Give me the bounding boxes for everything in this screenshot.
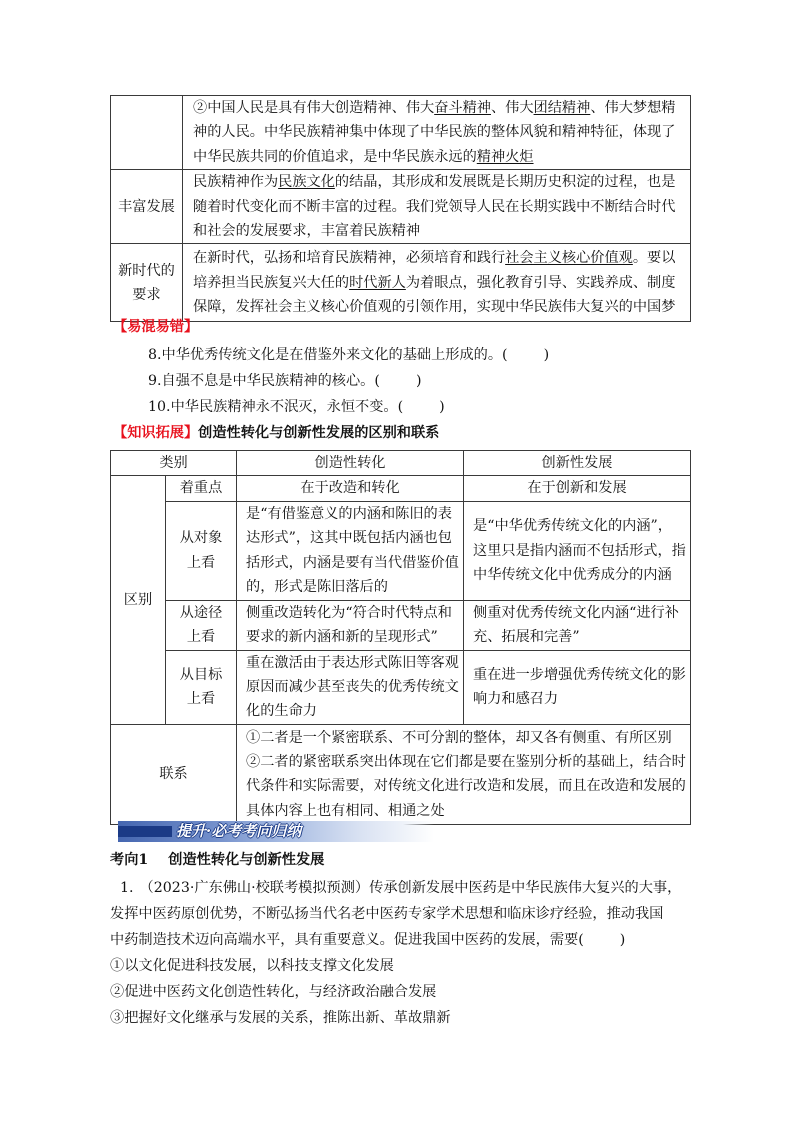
text-segment: 从对象: [179, 530, 223, 547]
text-segment: 达形式”，这其中既包括内涵也包: [246, 530, 452, 547]
text-segment: 化的生命力: [246, 703, 317, 720]
aspect-label: [166, 476, 236, 500]
col-b-cell: [464, 600, 691, 650]
text-segment: 上看: [186, 554, 216, 571]
text-line: [166, 663, 236, 687]
text-line: [193, 246, 690, 270]
text-segment: 从目标: [179, 666, 223, 683]
text-segment: ①二者是一个紧密联系、不可分割的整体，却又各有侧重、有所区别: [246, 729, 672, 746]
text-segment: 、伟大梦想精: [590, 100, 676, 116]
underlined-key-term: 团结精神: [533, 100, 591, 116]
table-row: [111, 96, 691, 170]
question-stem-text: 传承创新发展中医药是中华民族伟大复兴的大事，: [369, 880, 682, 896]
relation-label-cell: [111, 724, 237, 824]
text-line: [246, 575, 463, 599]
question-first-line: [110, 875, 710, 901]
text-segment: 是“中华优秀传统文化的内涵”，: [473, 518, 672, 535]
col-a-cell: [237, 600, 464, 650]
question-stem-line: 发挥中医药原创优势，不断弘扬当代名老中医药专家学术思想和临床诊疗经验，推动我国: [110, 906, 664, 922]
row-label: [111, 259, 182, 308]
text-segment: 侧重对优秀传统文化内涵“进行补: [473, 604, 679, 621]
text-line: [166, 551, 236, 575]
topic-title: 创造性转化与创新性发展: [168, 852, 325, 868]
text-segment: 这里只是指内涵而不包括形式，指: [473, 542, 686, 559]
text-segment: 重在进一步增强优秀传统文化的影: [473, 666, 686, 683]
text-line: [193, 295, 690, 319]
question-number: 1.: [120, 880, 134, 896]
col-a-cell: [237, 476, 464, 501]
table-row: [111, 600, 691, 650]
text-line: [166, 625, 236, 649]
text-line: [246, 699, 463, 723]
col-a-text: [237, 476, 463, 500]
col-b-text: [464, 476, 690, 500]
text-segment: 和社会的发展要求，丰富着民族精神: [193, 223, 421, 240]
table-row: [111, 501, 691, 600]
header-col-a-label: 创造性转化: [314, 455, 386, 471]
text-line: [246, 651, 463, 675]
row-label-cell: [111, 244, 183, 322]
col-a-text: [246, 651, 463, 724]
header-col-b-label: 创新性发展: [541, 455, 613, 471]
topic-heading: [110, 848, 324, 872]
text-segment: 。要以: [632, 250, 676, 267]
text-segment: 括形式，内涵是要有当代借鉴价值: [246, 554, 459, 571]
question-option: ③把握好文化继承与发展的关系，推陈出新、革故鼎新: [110, 1010, 451, 1026]
text-line: [246, 551, 463, 575]
text-segment: 要求: [132, 286, 161, 303]
text-segment: 中华传统文化中优秀成分的内涵: [473, 567, 672, 584]
text-segment: 新时代的: [118, 262, 175, 279]
underlined-key-term: 时代新人: [349, 274, 406, 291]
header-category-label: 类别: [159, 455, 188, 471]
col-b-text: [473, 514, 690, 587]
text-segment: 原因而减少甚至丧失的优秀传统文: [246, 679, 459, 696]
question-source: （2023·广东佛山·校联考模拟预测）: [139, 880, 370, 896]
row-content-cell: [183, 244, 691, 322]
true-false-item: 8.中华优秀传统文化是在借鉴外来文化的基础上形成的。( ): [148, 347, 550, 363]
text-line: [166, 687, 236, 711]
text-line: [111, 259, 182, 283]
section-banner: [118, 821, 434, 842]
col-b-cell: [464, 501, 691, 600]
national-spirit-table: [110, 95, 691, 322]
difference-group-cell: [111, 476, 166, 724]
question-option: ①以文化促进科技发展，以科技支撑文化发展: [110, 958, 394, 974]
extension-heading: [113, 421, 439, 445]
text-line: [193, 195, 690, 219]
comparison-table: [110, 450, 691, 825]
text-line: [246, 601, 463, 625]
text-line: [246, 774, 690, 798]
table-row: [111, 476, 691, 501]
row-content-cell: [183, 96, 691, 170]
text-segment: ②二者的紧密联系突出体现在它们都是要在鉴别分析的基础上，结合时: [246, 753, 686, 770]
table-row: [111, 244, 691, 322]
text-line: [193, 271, 690, 295]
aspect-label: [166, 663, 236, 712]
text-line: [246, 526, 463, 550]
text-line: [237, 476, 463, 500]
col-b-text: [473, 601, 690, 650]
text-line: [473, 687, 690, 711]
text-segment: 在新时代，弘扬和培育民族精神，必须培育和践行: [193, 250, 506, 267]
text-segment: 的结晶，其形成和发展既是长期历史积淀的过程，也是: [334, 174, 676, 191]
col-a-text: [246, 502, 463, 600]
text-line: [193, 96, 690, 120]
text-line: [111, 283, 182, 307]
text-segment: 重在激活由于表达形式陈旧等客观: [246, 654, 459, 671]
text-segment: 响力和感召力: [473, 691, 559, 708]
aspect-label: [166, 526, 236, 575]
underlined-key-term: 社会主义核心价值观: [505, 250, 633, 267]
col-a-cell: [237, 501, 464, 600]
question-block: [110, 875, 710, 1031]
relation-content-cell: [237, 724, 691, 824]
question-stem-line: 中药制造技术迈向高端水平，具有重要意义。促进我国中医药的发展，需要( ): [110, 932, 626, 948]
relation-text: [246, 726, 690, 824]
text-segment: 代条件和实际需要，对传统文化进行改造和发展，而且在改造和发展的: [246, 778, 686, 795]
text-segment: 充、拓展和完善”: [473, 629, 580, 646]
question-option: ②促进中医药文化创造性转化，与经济政治融合发展: [110, 984, 437, 1000]
text-line: [246, 750, 690, 774]
table-row: [111, 170, 691, 244]
col-a-text: [246, 601, 463, 650]
header-category: [111, 451, 237, 476]
text-line: [246, 502, 463, 526]
underlined-key-term: 精神火炬: [476, 148, 534, 165]
text-line: [246, 726, 690, 750]
text-line: [166, 476, 236, 500]
extension-tag: 【知识拓展】: [113, 425, 199, 441]
header-col-a: [237, 451, 464, 476]
true-false-item: 9.自强不息是中华民族精神的核心。( ): [148, 373, 422, 389]
text-segment: 保障，发挥社会主义核心价值观的引领作用，实现中华民族伟大复兴的中国梦: [193, 299, 676, 316]
text-segment: 从途径: [179, 604, 223, 621]
text-line: [473, 514, 690, 538]
text-segment: 要求的新内涵和新的呈现形式”: [246, 629, 438, 646]
aspect-cell: [166, 501, 237, 600]
text-segment: 侧重改造转化为“符合时代特点和: [246, 604, 452, 621]
row-label-cell: [111, 170, 183, 244]
text-segment: 中华民族共同的价值追求，是中华民族永远的: [193, 148, 477, 165]
text-line: [473, 625, 690, 649]
text-line: [473, 663, 690, 687]
row-label-cell: [111, 96, 183, 170]
row-content: [193, 170, 690, 243]
row-content: [193, 246, 690, 319]
text-line: [166, 526, 236, 550]
mistakes-heading: 【易混易错】: [113, 319, 199, 335]
relation-label: 联系: [159, 766, 188, 783]
table-row: [111, 650, 691, 724]
text-line: [473, 601, 690, 625]
text-segment: 着重点: [179, 480, 223, 497]
text-line: [193, 170, 690, 194]
row-label: [111, 195, 182, 219]
text-segment: 具体内容上也有相同、相通之处: [246, 802, 445, 819]
aspect-cell: [166, 476, 237, 501]
col-b-cell: [464, 476, 691, 501]
text-line: [193, 219, 690, 243]
text-segment: 上看: [186, 691, 216, 708]
text-line: [464, 476, 690, 500]
table-row: [111, 724, 691, 824]
text-segment: 是“有借鉴意义的内涵和陈旧的表: [246, 506, 452, 522]
text-segment: 在于改造和转化: [300, 480, 400, 497]
text-line: [166, 601, 236, 625]
table-header-row: [111, 451, 691, 476]
header-col-b: [464, 451, 691, 476]
text-segment: 的，形式是陈旧落后的: [246, 579, 388, 596]
text-line: [193, 145, 690, 169]
text-segment: 丰富发展: [118, 198, 175, 215]
text-segment: ②中国人民是具有伟大创造精神、伟大: [193, 100, 435, 116]
text-segment: 为着眼点，强化教育引导、实践养成、制度: [405, 274, 676, 291]
topic-label: 考向1: [110, 852, 149, 868]
aspect-label: [166, 601, 236, 650]
text-segment: 民族精神作为: [193, 174, 279, 191]
text-line: [246, 625, 463, 649]
extension-title: 创造性转化与创新性发展的区别和联系: [198, 425, 440, 441]
row-content: [193, 96, 690, 169]
text-line: [473, 539, 690, 563]
aspect-cell: [166, 650, 237, 724]
text-line: [246, 799, 690, 823]
aspect-cell: [166, 600, 237, 650]
mistake-list: [148, 342, 549, 420]
text-segment: 随着时代变化而不断丰富的过程。我们党领导人民在长期实践中不断结合时代: [193, 198, 676, 215]
text-segment: 神的人民。中华民族精神集中体现了中华民族的整体风貌和精神特征，体现了: [193, 124, 676, 141]
text-segment: 培养担当民族复兴大任的: [193, 274, 350, 291]
text-segment: 、伟大: [490, 100, 534, 116]
text-line: [246, 675, 463, 699]
banner-accent-bar: [118, 826, 172, 837]
true-false-item: 10.中华民族精神永不泯灭，永恒不变。( ): [148, 399, 445, 415]
col-a-cell: [237, 650, 464, 724]
text-line: [193, 120, 690, 144]
col-b-text: [473, 663, 690, 712]
text-line: [111, 195, 182, 219]
underlined-key-term: 民族文化: [278, 174, 335, 191]
text-line: [473, 563, 690, 587]
col-b-cell: [464, 650, 691, 724]
text-segment: 在于创新和发展: [527, 480, 627, 497]
underlined-key-term: 奋斗精神: [434, 100, 491, 116]
banner-title: 提升·必考考向归纳: [176, 822, 302, 840]
row-content-cell: [183, 170, 691, 244]
difference-label: 区别: [123, 591, 153, 608]
text-segment: 上看: [186, 629, 216, 646]
